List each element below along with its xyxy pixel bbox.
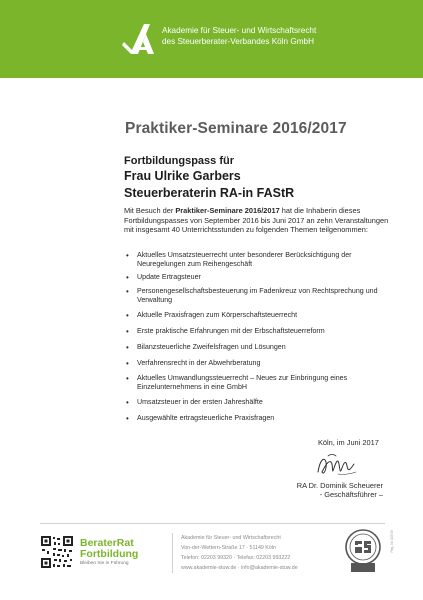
intro-paragraph	[124, 206, 394, 235]
organization-line-1: Akademie für Steuer- und Wirtschaftsrecht	[162, 26, 317, 35]
signer-block	[271, 481, 383, 500]
footer-address-line: Telefon: 02203 99320 · Telefax: 02203 993222	[181, 555, 291, 561]
footer-address-line: Akademie für Steuer- und Wirtschaftsrecht	[181, 535, 281, 541]
header-banner	[0, 0, 423, 78]
topic-item: • Update Ertragsteuer	[124, 273, 389, 282]
footer-address	[181, 533, 298, 573]
intro-text-start: Mit Besuch der	[124, 206, 176, 215]
footer-divider-line	[40, 523, 385, 524]
topic-item: • Aktuelles Umwandlungssteuerrecht – Neues zur Einbringung eines Einzelunternehmens in eine GmbH	[124, 374, 389, 392]
topic-item: • Ausgewählte ertragsteuerliche Praxisfragen	[124, 414, 389, 423]
certification-seal-icon	[343, 529, 383, 573]
footer-address-line: Von-der-Wettern-Straße 17 · 51149 Köln	[181, 545, 276, 551]
topic-item: • Personengesellschaftsbesteuerung im Fadenkreuz von Rechtsprechung und Verwaltung	[124, 287, 389, 305]
footer-address-line: www.akademie-stuw.de · info@akademie-stuw.de	[181, 565, 298, 571]
organization-name	[162, 26, 316, 47]
page-title: Praktiker-Seminare 2016/2017	[125, 120, 347, 137]
signer-role: - Geschäftsführer –	[319, 490, 383, 500]
recipient-title: Steuerberaterin RA-in FAStR	[124, 186, 295, 200]
topic-item: • Umsatzsteuer in der ersten Jahreshälfte	[124, 398, 389, 407]
footer-vertical-divider	[172, 533, 173, 573]
recipient-name: Frau Ulrike Garbers	[124, 169, 241, 183]
qr-code-icon	[40, 535, 74, 569]
intro-text-end: hat die Inhaberin dieses Fortbildungspasses von September 2016 bis Juni 2017 an zehn Veranstaltungen mit insgesamt 40 Unterrichtsstunden zu folgenden Themen teilgenommen:	[124, 206, 389, 235]
topic-item: • Aktuelles Umsatzsteuerrecht unter besonderer Berücksichtigung der Neuregelungen zum Reihengeschäft	[124, 251, 389, 269]
place-date: Köln, im Juni 2017	[318, 438, 379, 447]
beraterrat-name: BeraterRat	[80, 537, 134, 549]
topic-item: • Erste praktische Erfahrungen mit der Erbschaftsteuerreform	[124, 327, 389, 336]
beraterrat-subtitle: Fortbildung	[80, 548, 139, 560]
topic-item: • Aktuelle Praxisfragen zum Körperschaftsteuerrecht	[124, 311, 389, 320]
topic-list	[124, 251, 389, 423]
beraterrat-tagline: Bleiben Sie in Führung	[80, 561, 129, 566]
topic-item: • Bilanzsteuerliche Zweifelsfragen und Lösungen	[124, 343, 389, 352]
topic-item: • Verfahrensrecht in der Abwehrberatung	[124, 359, 389, 368]
pass-label: Fortbildungspass für	[124, 155, 234, 167]
akademie-logo-icon	[122, 20, 158, 58]
signer-name: RA Dr. Dominik Scheuerer	[296, 481, 383, 490]
beraterrat-logo	[80, 538, 138, 567]
organization-line-2: des Steuerberater-Verbandes Köln GmbH	[162, 36, 315, 46]
seal-registration-note: Reg.-Nr. 003 05	[390, 530, 394, 553]
handwritten-signature-icon	[312, 450, 362, 480]
intro-text-bold: Praktiker-Seminare 2016/2017	[175, 206, 280, 215]
